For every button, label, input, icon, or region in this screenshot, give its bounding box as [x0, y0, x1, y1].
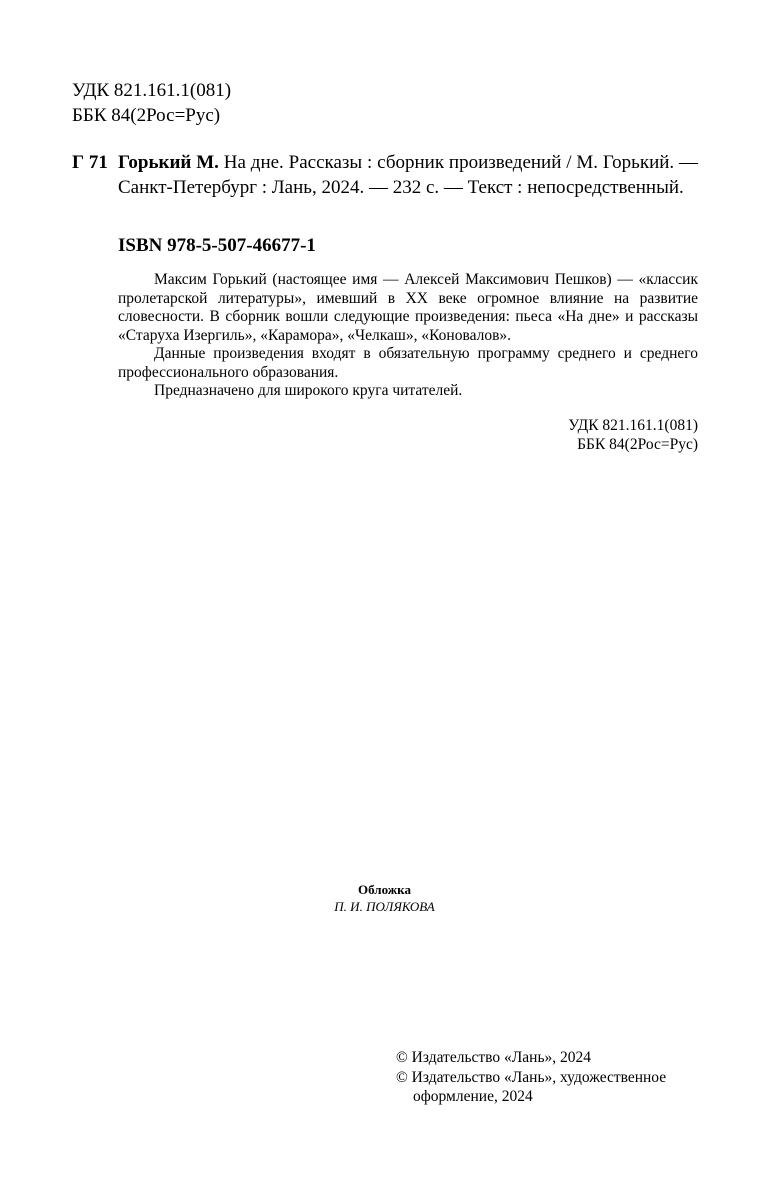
- bbk-code: ББК 84(2Рос=Рус): [72, 105, 221, 126]
- cover-credit: [0, 881, 769, 915]
- top-classification-block: [72, 78, 231, 128]
- author-mark: Г 71: [72, 152, 108, 173]
- copyright-line: © Издательство «Лань», художественное оформление, 2024: [396, 1068, 667, 1105]
- annotation: [118, 271, 698, 401]
- bbk-code: ББК 84(2Рос=Рус): [577, 435, 698, 453]
- cover-artist-name: П. И. ПОЛЯКОВА: [334, 899, 435, 914]
- record-author: Горький М.: [118, 152, 219, 173]
- annotation-paragraph: Данные произведения входят в обязательную программу среднего и среднего профессионального образования.: [118, 345, 698, 381]
- annotation-paragraph: Максим Горький (настоящее имя — Алексей Максимович Пешков) — «классик пролетарской литературы», имевший в XX веке огромное влияние на развитие словесности. В сборник вошли следующие произведения: пьеса «На дне» и рассказы «Старуха Изергиль», «Карамора», «Челкаш», «Коновалов».: [118, 271, 698, 344]
- record-description: На дне. Рассказы : сборник произведений / М. Горький. — Санкт-Петербург : Лань, 2024. — 232 с. — Текст : непосредственный.: [118, 152, 699, 198]
- copyright-line: © Издательство «Лань», 2024: [396, 1049, 592, 1066]
- udk-code: УДК 821.161.1(081): [72, 80, 232, 101]
- annotation-paragraph: Предназначено для широкого круга читателей.: [154, 382, 463, 399]
- bottom-classification-block: [568, 417, 698, 454]
- bibliographic-record: [118, 150, 698, 200]
- udk-code: УДК 821.161.1(081): [568, 417, 698, 434]
- copyright-block: [396, 1048, 706, 1107]
- isbn: ISBN 978-5-507-46677-1: [118, 235, 316, 256]
- cover-credit-title: Обложка: [358, 882, 411, 897]
